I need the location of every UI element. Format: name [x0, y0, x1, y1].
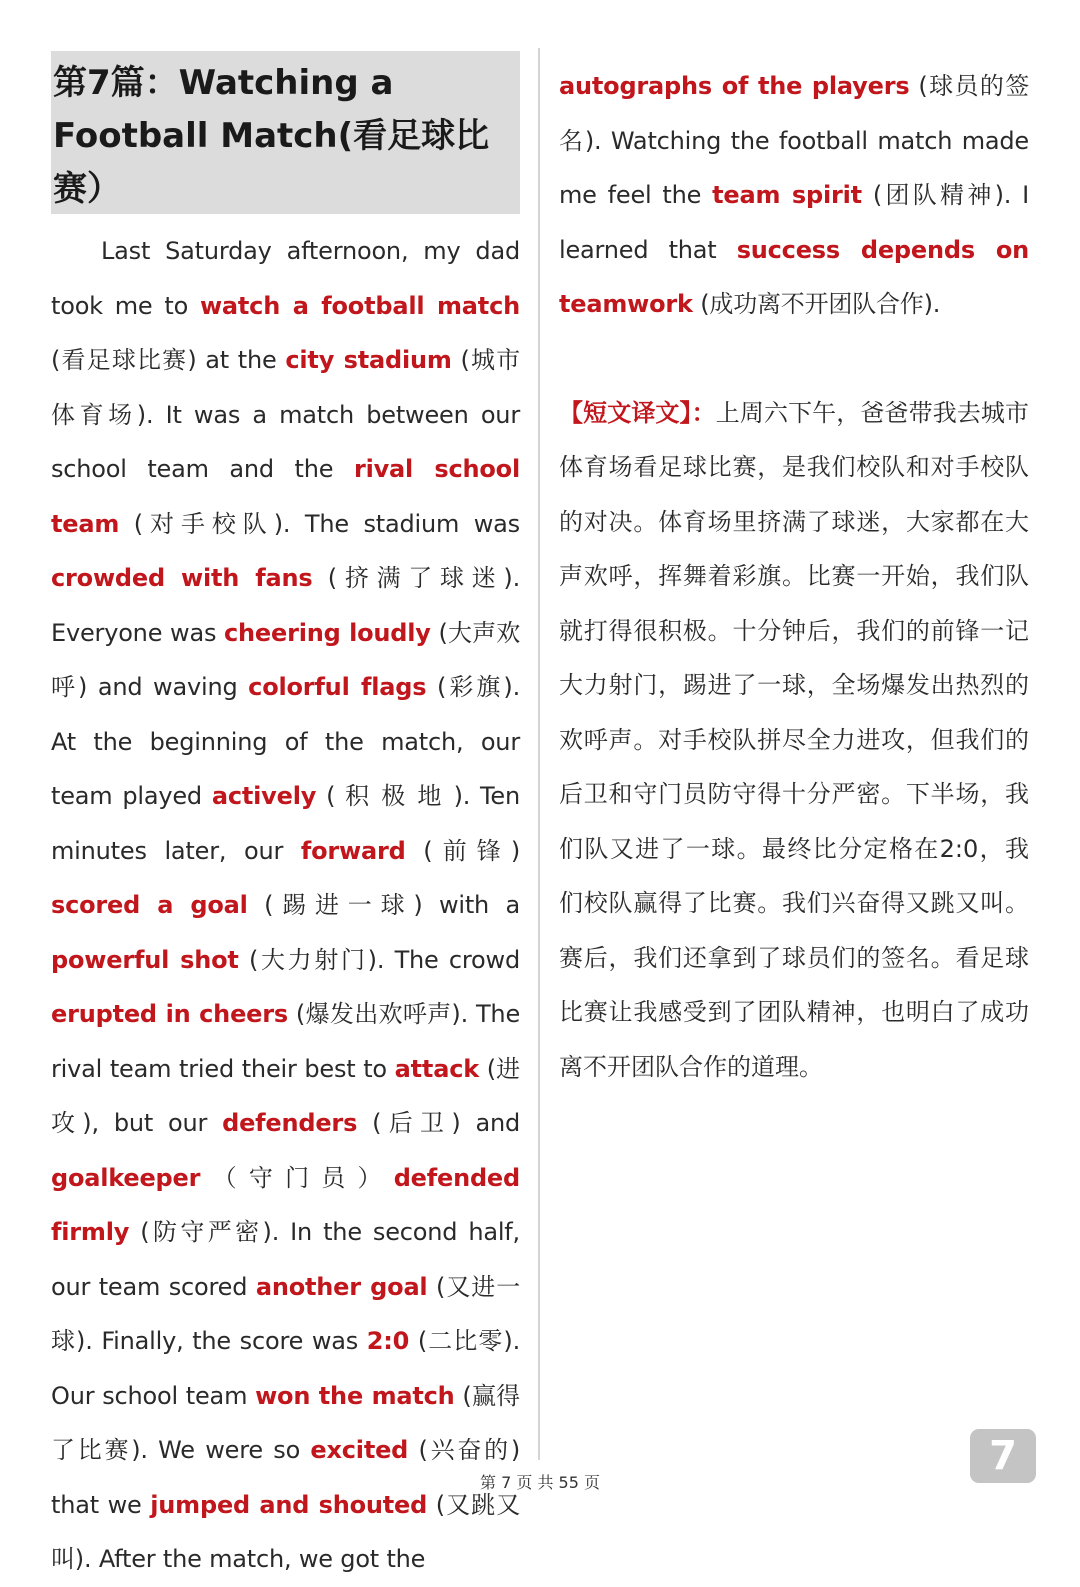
passage-text: (爆发出欢呼声). The rival team tried their best to	[51, 1000, 521, 1083]
vocab-phrase: success depends on teamwork	[559, 235, 1029, 318]
vocab-phrase: rival school team	[51, 455, 520, 538]
vocab-phrase: attack	[394, 1054, 479, 1083]
vocab-phrase: powerful shot	[51, 945, 239, 974]
passage-text: (后卫) and	[357, 1109, 520, 1137]
passage-text: (对手校队). The stadium was	[119, 509, 520, 538]
column-divider	[538, 48, 540, 1460]
translation-text: 上周六下午，爸爸带我去城市体育场看足球比赛，是我们校队和对手校队的对决。体育场里挤满了球迷，大家都在大声欢呼，挥舞着彩旗。比赛一开始，我们队就打得很积极。十分钟后，我们的前锋一记大力射门，踢进了一球，全场爆发出热烈的欢呼声。对手校队拼尽全力进攻，但我们的后卫和守门员防守得十分严密。下半场，我们队又进了一球。最终比分定格在2:0，我们校队赢得了比赛。我们兴奋得又跳又叫。赛后，我们还拿到了球员们的签名。看足球比赛让我感受到了团队精神，也明白了成功离不开团队合作的道理。	[559, 398, 1030, 1081]
vocab-phrase: scored a goal	[51, 891, 248, 919]
passage-text: (前锋)	[405, 836, 521, 865]
passage-part-2	[559, 59, 1029, 332]
vocab-phrase: autographs of the players	[559, 72, 910, 100]
passage-text: ( 积 极 地 ). Ten minutes later, our	[51, 782, 521, 865]
passage-text: Last Saturday afternoon, my dad took me to	[51, 237, 520, 320]
vocab-phrase: won the match	[255, 1381, 455, 1410]
vocab-phrase: colorful flags	[248, 673, 427, 701]
passage-text: (球员的签名). Watching the football match made me feel the	[559, 72, 1029, 209]
passage-text: (彩旗). At the beginning of the match, our team played	[51, 673, 520, 810]
vocab-phrase: watch a football match	[199, 291, 520, 320]
vocab-phrase: 2:0	[366, 1327, 410, 1355]
vocab-phrase: actively	[211, 782, 317, 810]
passage-text: (二比零). Our school team	[51, 1327, 520, 1410]
passage-text: (踢进一球) with a	[247, 891, 520, 919]
passage-text: (大声欢呼) and waving	[51, 618, 520, 701]
passage-text: (又跳又叫). After the match, we got the	[51, 1490, 520, 1573]
translation-block	[559, 386, 1029, 1095]
passage-text: (进攻), but our	[51, 1054, 520, 1137]
passage-text: (挤满了球迷). Everyone was	[51, 564, 520, 647]
vocab-phrase: defenders	[222, 1109, 358, 1137]
vocab-phrase: excited	[310, 1436, 409, 1464]
vocab-phrase: cheering loudly	[224, 618, 431, 647]
passage-text: (大力射门). The crowd	[238, 945, 520, 974]
right-column	[559, 59, 1029, 1094]
passage-text: (赢得了比赛). We were so	[51, 1381, 520, 1464]
passage-text: (兴奋的) that we	[51, 1436, 520, 1519]
passage-text: (防守严密). In the second half, our team scored	[51, 1218, 520, 1301]
vocab-phrase: defended firmly	[51, 1163, 520, 1246]
passage-part-1	[51, 224, 520, 1587]
passage-text: (看足球比赛) at the	[51, 346, 286, 374]
vocab-phrase: jumped and shouted	[150, 1490, 428, 1519]
page-number-badge: 7	[970, 1429, 1036, 1483]
left-column	[51, 51, 520, 1587]
vocab-phrase: city stadium	[285, 346, 452, 374]
vocab-phrase: forward	[300, 836, 406, 865]
passage-text: (团队精神). I learned that	[559, 181, 1029, 264]
passage-text: (又进一球). Finally, the score was	[51, 1272, 520, 1355]
vocab-phrase: goalkeeper	[51, 1163, 201, 1192]
translation-label: 【短文译文】：	[559, 398, 716, 427]
vocab-phrase: team spirit	[712, 181, 862, 209]
vocab-phrase: crowded with fans	[51, 564, 313, 592]
vocab-phrase: another goal	[255, 1272, 428, 1301]
passage-text: (城市体育场). It was a match between our school team and the	[51, 346, 520, 483]
vocab-phrase: erupted in cheers	[51, 1000, 288, 1028]
article-title: 第7篇：Watching a Football Match(看足球比赛）	[51, 51, 520, 214]
passage-text: （守门员）	[200, 1163, 394, 1192]
page-footer: 第 7 页 共 55 页	[480, 1473, 600, 1492]
passage-text: (成功离不开团队合作).	[692, 290, 941, 318]
